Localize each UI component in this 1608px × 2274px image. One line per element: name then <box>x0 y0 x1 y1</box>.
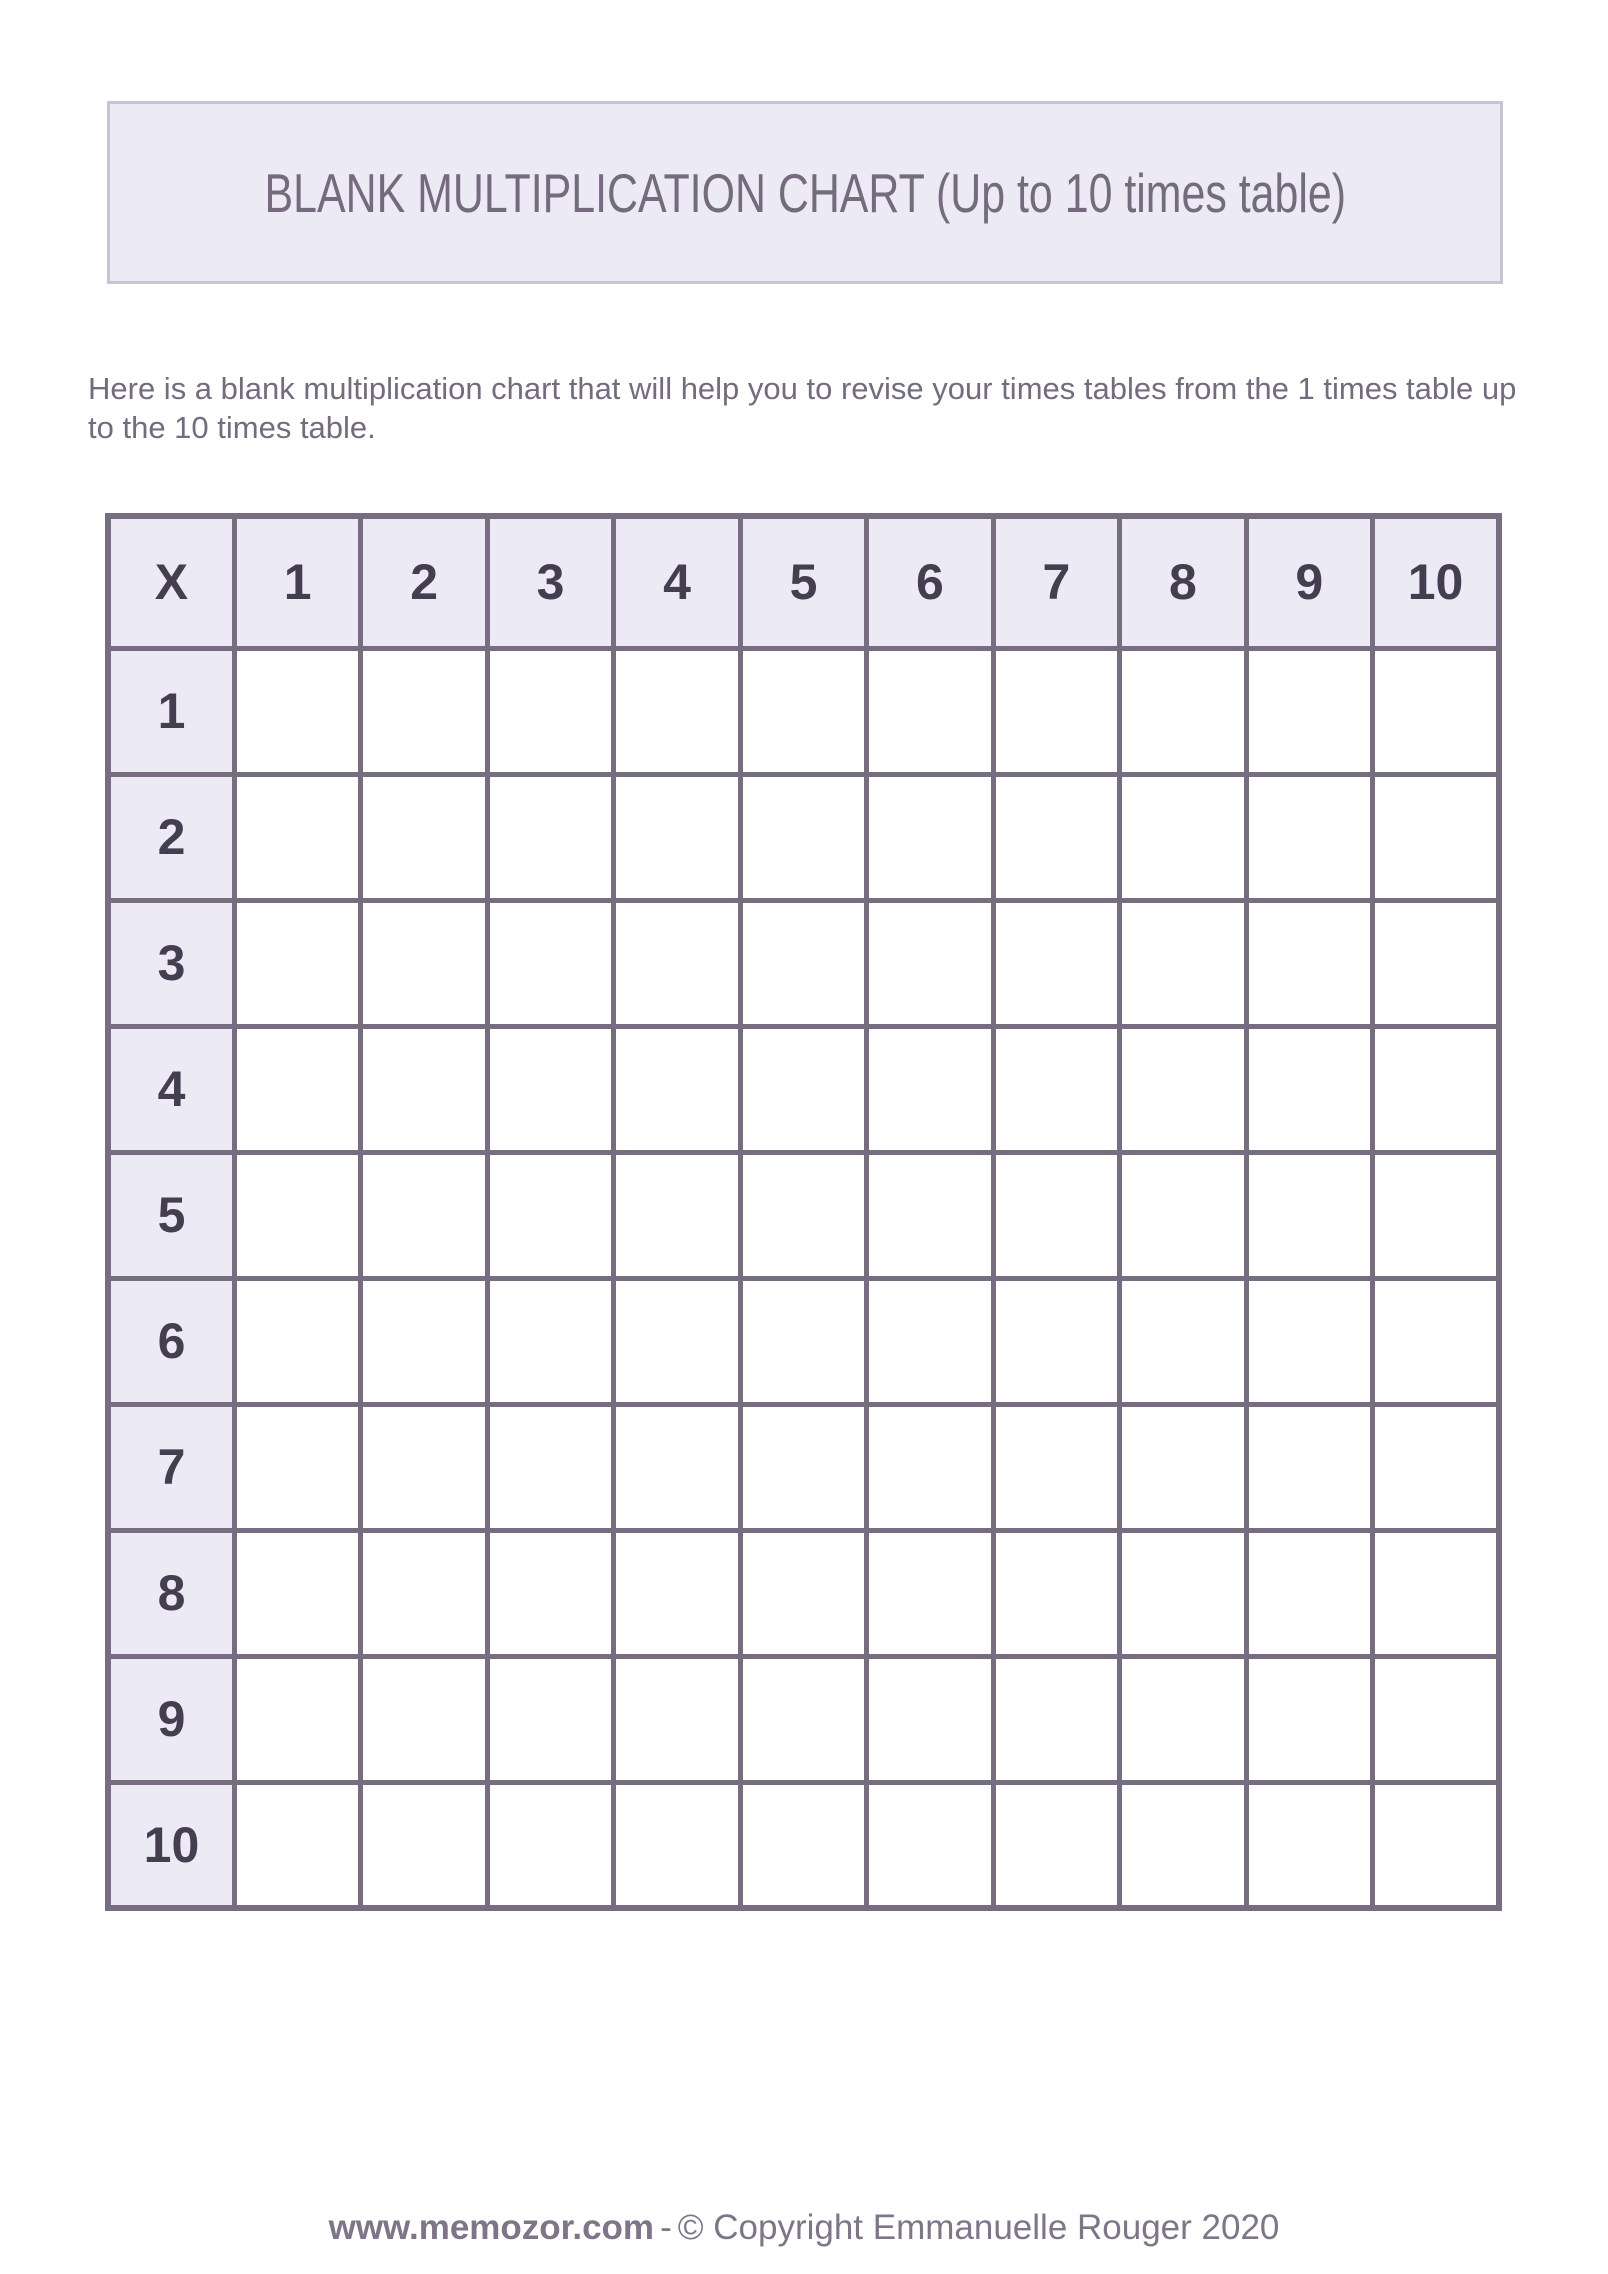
blank-cell <box>1246 1278 1372 1404</box>
blank-cell <box>234 1026 360 1152</box>
table-row <box>108 1278 1499 1404</box>
table-row <box>108 1404 1499 1530</box>
blank-cell <box>993 1278 1119 1404</box>
blank-cell <box>867 1026 993 1152</box>
blank-cell <box>740 1026 866 1152</box>
blank-cell <box>234 1278 360 1404</box>
blank-cell <box>1373 1026 1499 1152</box>
blank-cell <box>1373 1530 1499 1656</box>
blank-cell <box>361 1152 487 1278</box>
table-row <box>108 1782 1499 1908</box>
row-header: 7 <box>108 1404 234 1530</box>
blank-cell <box>867 1656 993 1782</box>
blank-cell <box>993 900 1119 1026</box>
blank-cell <box>487 900 613 1026</box>
blank-cell <box>1373 1404 1499 1530</box>
blank-cell <box>867 1404 993 1530</box>
blank-cell <box>1120 1152 1246 1278</box>
intro-paragraph: Here is a blank multiplication chart that will help you to revise your times tables from the 1 times table up to the 10 times table. <box>88 371 1517 445</box>
blank-cell <box>614 648 740 774</box>
blank-cell <box>614 1152 740 1278</box>
blank-cell <box>867 900 993 1026</box>
blank-cell <box>740 774 866 900</box>
blank-cell <box>1246 900 1372 1026</box>
blank-cell <box>614 1530 740 1656</box>
blank-cell <box>740 1278 866 1404</box>
blank-cell <box>234 648 360 774</box>
blank-cell <box>614 774 740 900</box>
blank-cell <box>1373 1782 1499 1908</box>
blank-cell <box>234 1152 360 1278</box>
blank-cell <box>740 648 866 774</box>
blank-cell <box>867 1782 993 1908</box>
blank-cell <box>993 1530 1119 1656</box>
blank-cell <box>361 1530 487 1656</box>
blank-cell <box>487 1404 613 1530</box>
blank-cell <box>740 1656 866 1782</box>
blank-cell <box>993 1152 1119 1278</box>
blank-cell <box>487 648 613 774</box>
column-header: 1 <box>234 516 360 648</box>
blank-cell <box>867 1152 993 1278</box>
blank-cell <box>234 774 360 900</box>
blank-cell <box>867 774 993 900</box>
blank-cell <box>234 1782 360 1908</box>
blank-cell <box>234 1656 360 1782</box>
blank-cell <box>1120 1656 1246 1782</box>
footer-separator: - <box>660 2208 672 2247</box>
blank-cell <box>1373 900 1499 1026</box>
blank-cell <box>993 1404 1119 1530</box>
blank-cell <box>1373 1656 1499 1782</box>
row-header: 1 <box>108 648 234 774</box>
blank-cell <box>867 1278 993 1404</box>
row-header: 5 <box>108 1152 234 1278</box>
page-title: BLANK MULTIPLICATION CHART (Up to 10 times table) <box>264 161 1346 224</box>
blank-cell <box>234 1530 360 1656</box>
row-header: 6 <box>108 1278 234 1404</box>
blank-cell <box>1373 648 1499 774</box>
blank-cell <box>1120 774 1246 900</box>
table-body <box>108 648 1499 1908</box>
blank-cell <box>1120 1530 1246 1656</box>
footer-copyright: © Copyright Emmanuelle Rouger 2020 <box>677 2208 1280 2247</box>
column-header: 7 <box>993 516 1119 648</box>
blank-cell <box>1120 1782 1246 1908</box>
row-header: 3 <box>108 900 234 1026</box>
corner-cell: X <box>108 516 234 648</box>
blank-cell <box>1246 1656 1372 1782</box>
blank-cell <box>1373 774 1499 900</box>
table-row <box>108 900 1499 1026</box>
blank-cell <box>614 1278 740 1404</box>
column-header: 10 <box>1373 516 1499 648</box>
blank-cell <box>1246 1404 1372 1530</box>
blank-cell <box>1246 1152 1372 1278</box>
table-row <box>108 1152 1499 1278</box>
footer-site-url: www.memozor.com <box>328 2208 655 2247</box>
column-header: 6 <box>867 516 993 648</box>
blank-cell <box>614 1782 740 1908</box>
blank-cell <box>487 1656 613 1782</box>
blank-cell <box>1120 1278 1246 1404</box>
row-header: 8 <box>108 1530 234 1656</box>
column-header: 2 <box>361 516 487 648</box>
table-row <box>108 1656 1499 1782</box>
title-box <box>107 101 1503 284</box>
blank-cell <box>361 1026 487 1152</box>
blank-cell <box>993 648 1119 774</box>
row-header: 10 <box>108 1782 234 1908</box>
blank-cell <box>1246 1026 1372 1152</box>
blank-cell <box>1246 1782 1372 1908</box>
blank-cell <box>361 774 487 900</box>
column-header: 3 <box>487 516 613 648</box>
blank-cell <box>361 1656 487 1782</box>
blank-cell <box>740 900 866 1026</box>
blank-cell <box>234 900 360 1026</box>
blank-cell <box>993 774 1119 900</box>
blank-cell <box>1246 774 1372 900</box>
blank-cell <box>993 1656 1119 1782</box>
blank-cell <box>1373 1152 1499 1278</box>
blank-cell <box>487 1026 613 1152</box>
blank-cell <box>740 1530 866 1656</box>
table-head-row <box>108 516 1499 648</box>
footer <box>0 2208 1608 2248</box>
blank-cell <box>487 1278 613 1404</box>
table-row <box>108 774 1499 900</box>
blank-cell <box>993 1026 1119 1152</box>
blank-cell <box>867 1530 993 1656</box>
blank-cell <box>614 1026 740 1152</box>
column-header: 9 <box>1246 516 1372 648</box>
blank-cell <box>361 900 487 1026</box>
blank-cell <box>1246 1530 1372 1656</box>
blank-cell <box>234 1404 360 1530</box>
table-row <box>108 648 1499 774</box>
multiplication-table <box>105 513 1502 1911</box>
blank-cell <box>487 1530 613 1656</box>
row-header: 9 <box>108 1656 234 1782</box>
blank-cell <box>740 1782 866 1908</box>
blank-cell <box>993 1782 1119 1908</box>
column-header: 4 <box>614 516 740 648</box>
blank-cell <box>1120 1404 1246 1530</box>
blank-cell <box>487 1152 613 1278</box>
row-header: 4 <box>108 1026 234 1152</box>
blank-cell <box>361 648 487 774</box>
column-header: 5 <box>740 516 866 648</box>
column-header: 8 <box>1120 516 1246 648</box>
row-header: 2 <box>108 774 234 900</box>
blank-cell <box>867 648 993 774</box>
blank-cell <box>487 774 613 900</box>
blank-cell <box>1120 1026 1246 1152</box>
blank-cell <box>1373 1278 1499 1404</box>
blank-cell <box>614 1404 740 1530</box>
table-row <box>108 1530 1499 1656</box>
blank-cell <box>614 1656 740 1782</box>
blank-cell <box>361 1404 487 1530</box>
blank-cell <box>361 1782 487 1908</box>
blank-cell <box>487 1782 613 1908</box>
table-row <box>108 1026 1499 1152</box>
blank-cell <box>1120 900 1246 1026</box>
blank-cell <box>740 1152 866 1278</box>
blank-cell <box>361 1278 487 1404</box>
blank-cell <box>740 1404 866 1530</box>
blank-cell <box>1120 648 1246 774</box>
blank-cell <box>1246 648 1372 774</box>
blank-cell <box>614 900 740 1026</box>
